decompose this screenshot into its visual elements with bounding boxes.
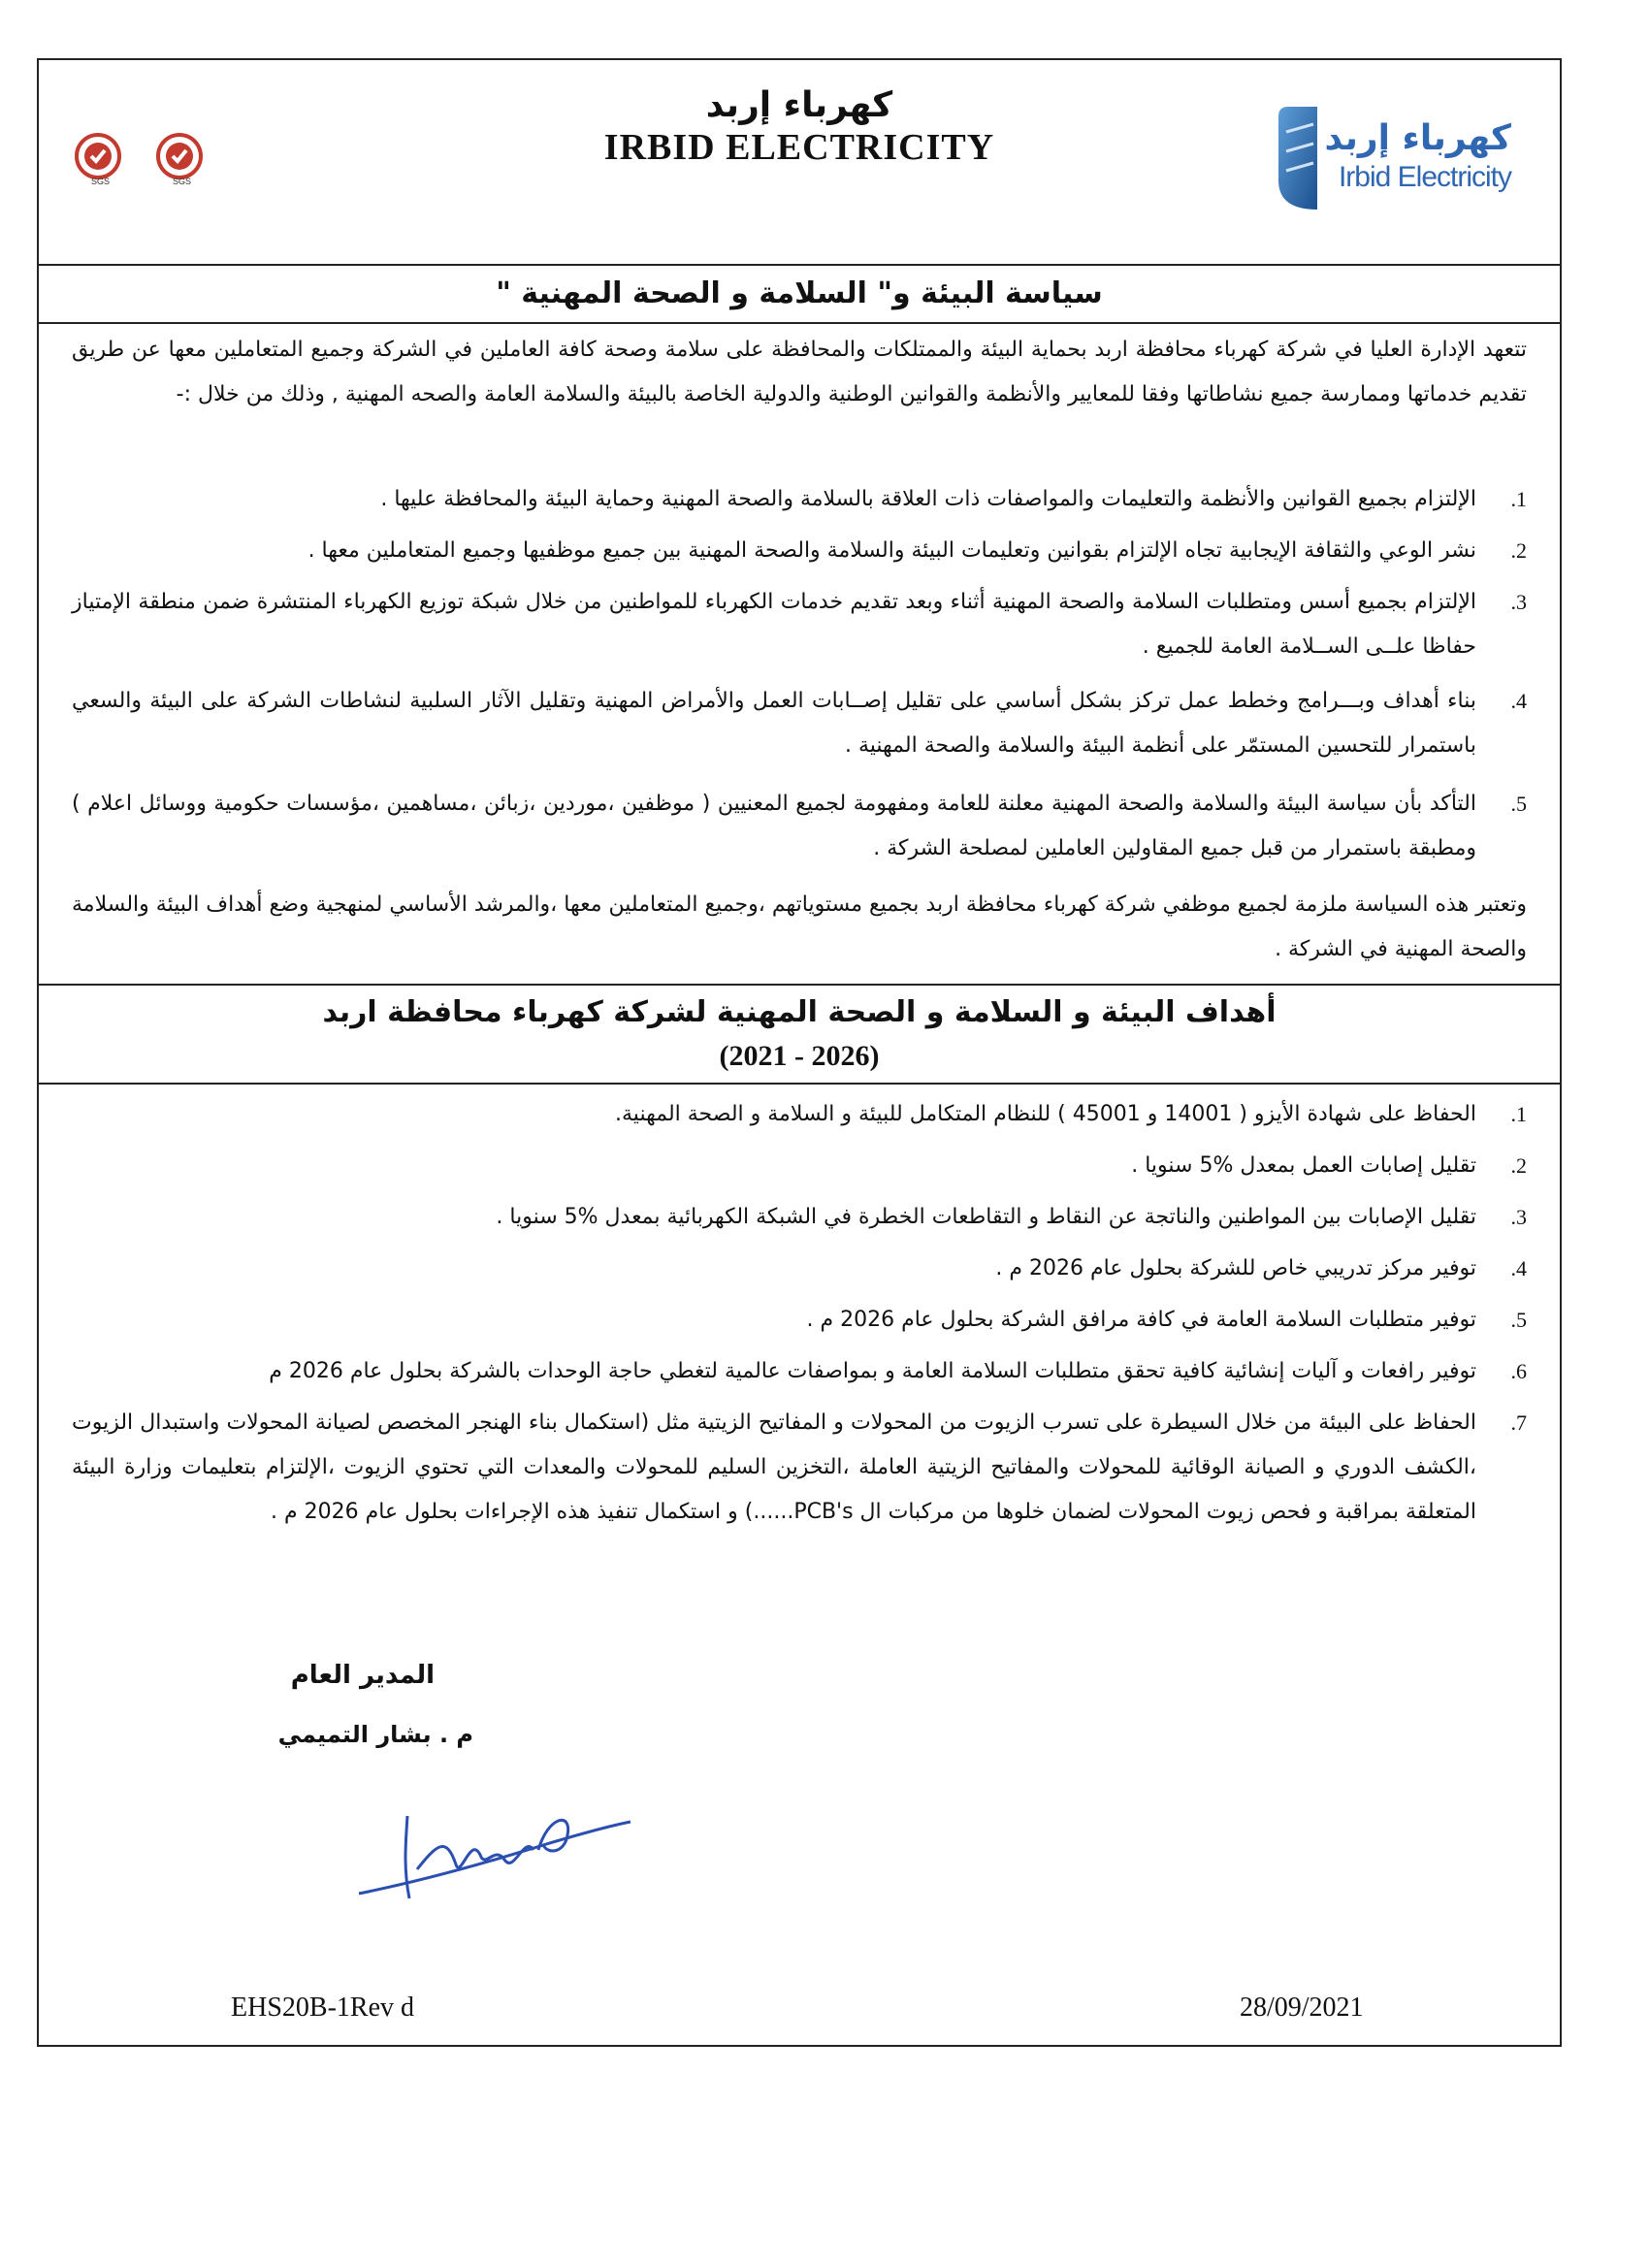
goal-item (72, 1195, 1527, 1240)
goals-period: (2026 - 2021) (719, 1040, 880, 1072)
policy-item-number: 5. (1510, 792, 1527, 816)
goal-item (72, 1092, 1527, 1137)
goal-item (72, 1349, 1527, 1394)
goal-item-text: تقليل إصابات العمل بمعدل %5 سنويا . (1131, 1153, 1476, 1178)
goal-item-number: 2. (1510, 1153, 1527, 1178)
certification-label: SGS (173, 177, 192, 186)
goal-item-text: توفير متطلبات السلامة العامة في كافة مرافق الشركة بحلول عام 2026 م . (806, 1308, 1476, 1332)
policy-item-number: 4. (1510, 689, 1527, 713)
goals-title-box (39, 984, 1560, 1085)
policy-item (72, 477, 1527, 522)
company-name-english: IRBID ELECTRICITY (603, 127, 995, 168)
policy-item-text: التأكد بأن سياسة البيئة والسلامة والصحة المهنية معلنة للعامة ومفهومة لجميع المعنيين ( موظفين ،موردين ،زبائن ،مساهمين ،مؤسسات حكومية ووسائل اعلام ) ومطبقة باستمرار من قبل جميع المقاولين العاملين لمصلحة الشركة . (72, 792, 1476, 860)
handwritten-signature-icon (349, 1777, 640, 1923)
policy-item (72, 782, 1527, 871)
logo-text-arabic: كهرباء إربد (1324, 118, 1511, 158)
goals-title: أهداف البيئة و السلامة و الصحة المهنية لشركة كهرباء محافظة اربد (322, 995, 1277, 1029)
company-name-arabic: كهرباء إربد (705, 85, 893, 125)
policy-item-number: 2. (1510, 538, 1527, 563)
goal-item (72, 1401, 1527, 1535)
policy-title: سياسة البيئة و" السلامة و الصحة المهنية " (39, 264, 1560, 324)
certification-badge-icon (72, 130, 124, 182)
policy-intro: تتعهد الإدارة العليا في شركة كهرباء محافظة اربد بحماية البيئة والممتلكات والمحافظة على سلامة وصحة كافة العاملين في الشركة وجميع المتعاملين معها عن طريق تقديم خدماتها وممارسة جميع نشاطاتها وفقا للمعايير والأنظمة والقوانين الوطنية والدولية الخاصة بالبيئة والسلامة العامة والصحه المهنية , وذلك من خلال :- (72, 338, 1527, 406)
policy-item-text: الإلتزام بجميع القوانين والأنظمة والتعليمات والمواصفات ذات العلاقة بالسلامة والصحة المهنية وحماية البيئة والمحافظة عليها . (380, 487, 1476, 511)
goal-item (72, 1247, 1527, 1291)
certification-badge-icon (153, 130, 206, 182)
goal-item-number: 7. (1510, 1410, 1527, 1435)
goal-item-number: 1. (1510, 1102, 1527, 1126)
goal-item (72, 1144, 1527, 1188)
document-code: EHS20B-1Rev d (231, 1993, 414, 2023)
policy-item-text: الإلتزام بجميع أسس ومتطلبات السلامة والصحة المهنية أثناء وبعد تقديم خدمات الكهرباء للمواطنين من خلال شبكة توزيع الكهرباء المنتشرة ضمن منطقة الإمتياز حفاظا علــى الســلامة العامة للجميع . (72, 590, 1476, 659)
goal-item-number: 6. (1510, 1359, 1527, 1383)
logo-text-english: Irbid Electricity (1338, 161, 1511, 193)
goal-item-number: 5. (1510, 1308, 1527, 1332)
policy-item-number: 3. (1510, 590, 1527, 614)
document-frame (37, 58, 1562, 2047)
goal-item-text: توفير رافعات و آليات إنشائية كافية تحقق متطلبات السلامة العامة و بمواصفات عالمية لتغطي حاجة الوحدات بالشركة بحلول عام 2026 م (269, 1359, 1476, 1383)
document-date: 28/09/2021 (1240, 1993, 1364, 2023)
certification-label: SGS (91, 177, 111, 186)
policy-item-number: 1. (1510, 487, 1527, 511)
policy-item-text: نشر الوعي والثقافة الإيجابية تجاه الإلتزام بقوانين وتعليمات البيئة والسلامة والصحة المهنية بين جميع موظفيها وجميع المتعاملين معها . (307, 538, 1476, 563)
policy-item (72, 580, 1527, 669)
goal-item (72, 1298, 1527, 1343)
goal-item-number: 3. (1510, 1205, 1527, 1229)
goal-item-text: تقليل الإصابات بين المواطنين والناتجة عن النقاط و التقاطعات الخطرة في الشبكة الكهربائية بمعدل %5 سنويا . (496, 1205, 1476, 1229)
goal-item-text: الحفاظ على شهادة الأيزو ( 14001 و 45001 ) للنظام المتكامل للبيئة و السلامة و الصحة المهنية. (615, 1102, 1476, 1126)
policy-closing: وتعتبر هذه السياسة ملزمة لجميع موظفي شركة كهرباء محافظة اربد بجميع مستوياتهم ،وجميع المتعاملين معها ،والمرشد الأساسي لمنهجية وضع أهداف البيئة والسلامة والصحة المهنية في الشركة . (72, 892, 1527, 961)
goal-item-text: توفير مركز تدريبي خاص للشركة بحلول عام 2026 م . (995, 1256, 1476, 1280)
goal-item-number: 4. (1510, 1256, 1527, 1280)
policy-item (72, 679, 1527, 768)
policy-item-text: بناء أهداف وبـــرامج وخطط عمل تركز بشكل أساسي على تقليل إصــابات العمل والأمراض المهنية وتقليل الآثار السلبية لنشاطات الشركة على البيئة والسعي باستمرار للتحسين المستمّر على أنظمة البيئة والسلامة والصحة المهنية . (72, 689, 1476, 758)
goal-item-text: الحفاظ على البيئة من خلال السيطرة على تسرب الزيوت من المحولات و المفاتيح الزيتية مثل (استكمال بناء الهنجر المخصص لصيانة المحولات واستبدال الزيوت ،الكشف الدوري و الصيانة الوقائية للمحولات والمفاتيح الزيتية العاملة ،التخزين السليم للمحولات والمعدات التي تحتوي الزيوت ،الإلتزام بتعليمات وزارة البيئة المتعلقة بمراقبة و فحص زيوت المحولات لضمان خلوها من مركبات ال PCB's......) و استكمال تنفيذ هذه الإجراءات بحلول عام 2026 م . (72, 1410, 1476, 1524)
policy-item (72, 529, 1527, 573)
signatory-name: م . بشار التميمي (277, 1721, 473, 1748)
signatory-title: المدير العام (290, 1661, 435, 1690)
document-header (39, 60, 1560, 266)
